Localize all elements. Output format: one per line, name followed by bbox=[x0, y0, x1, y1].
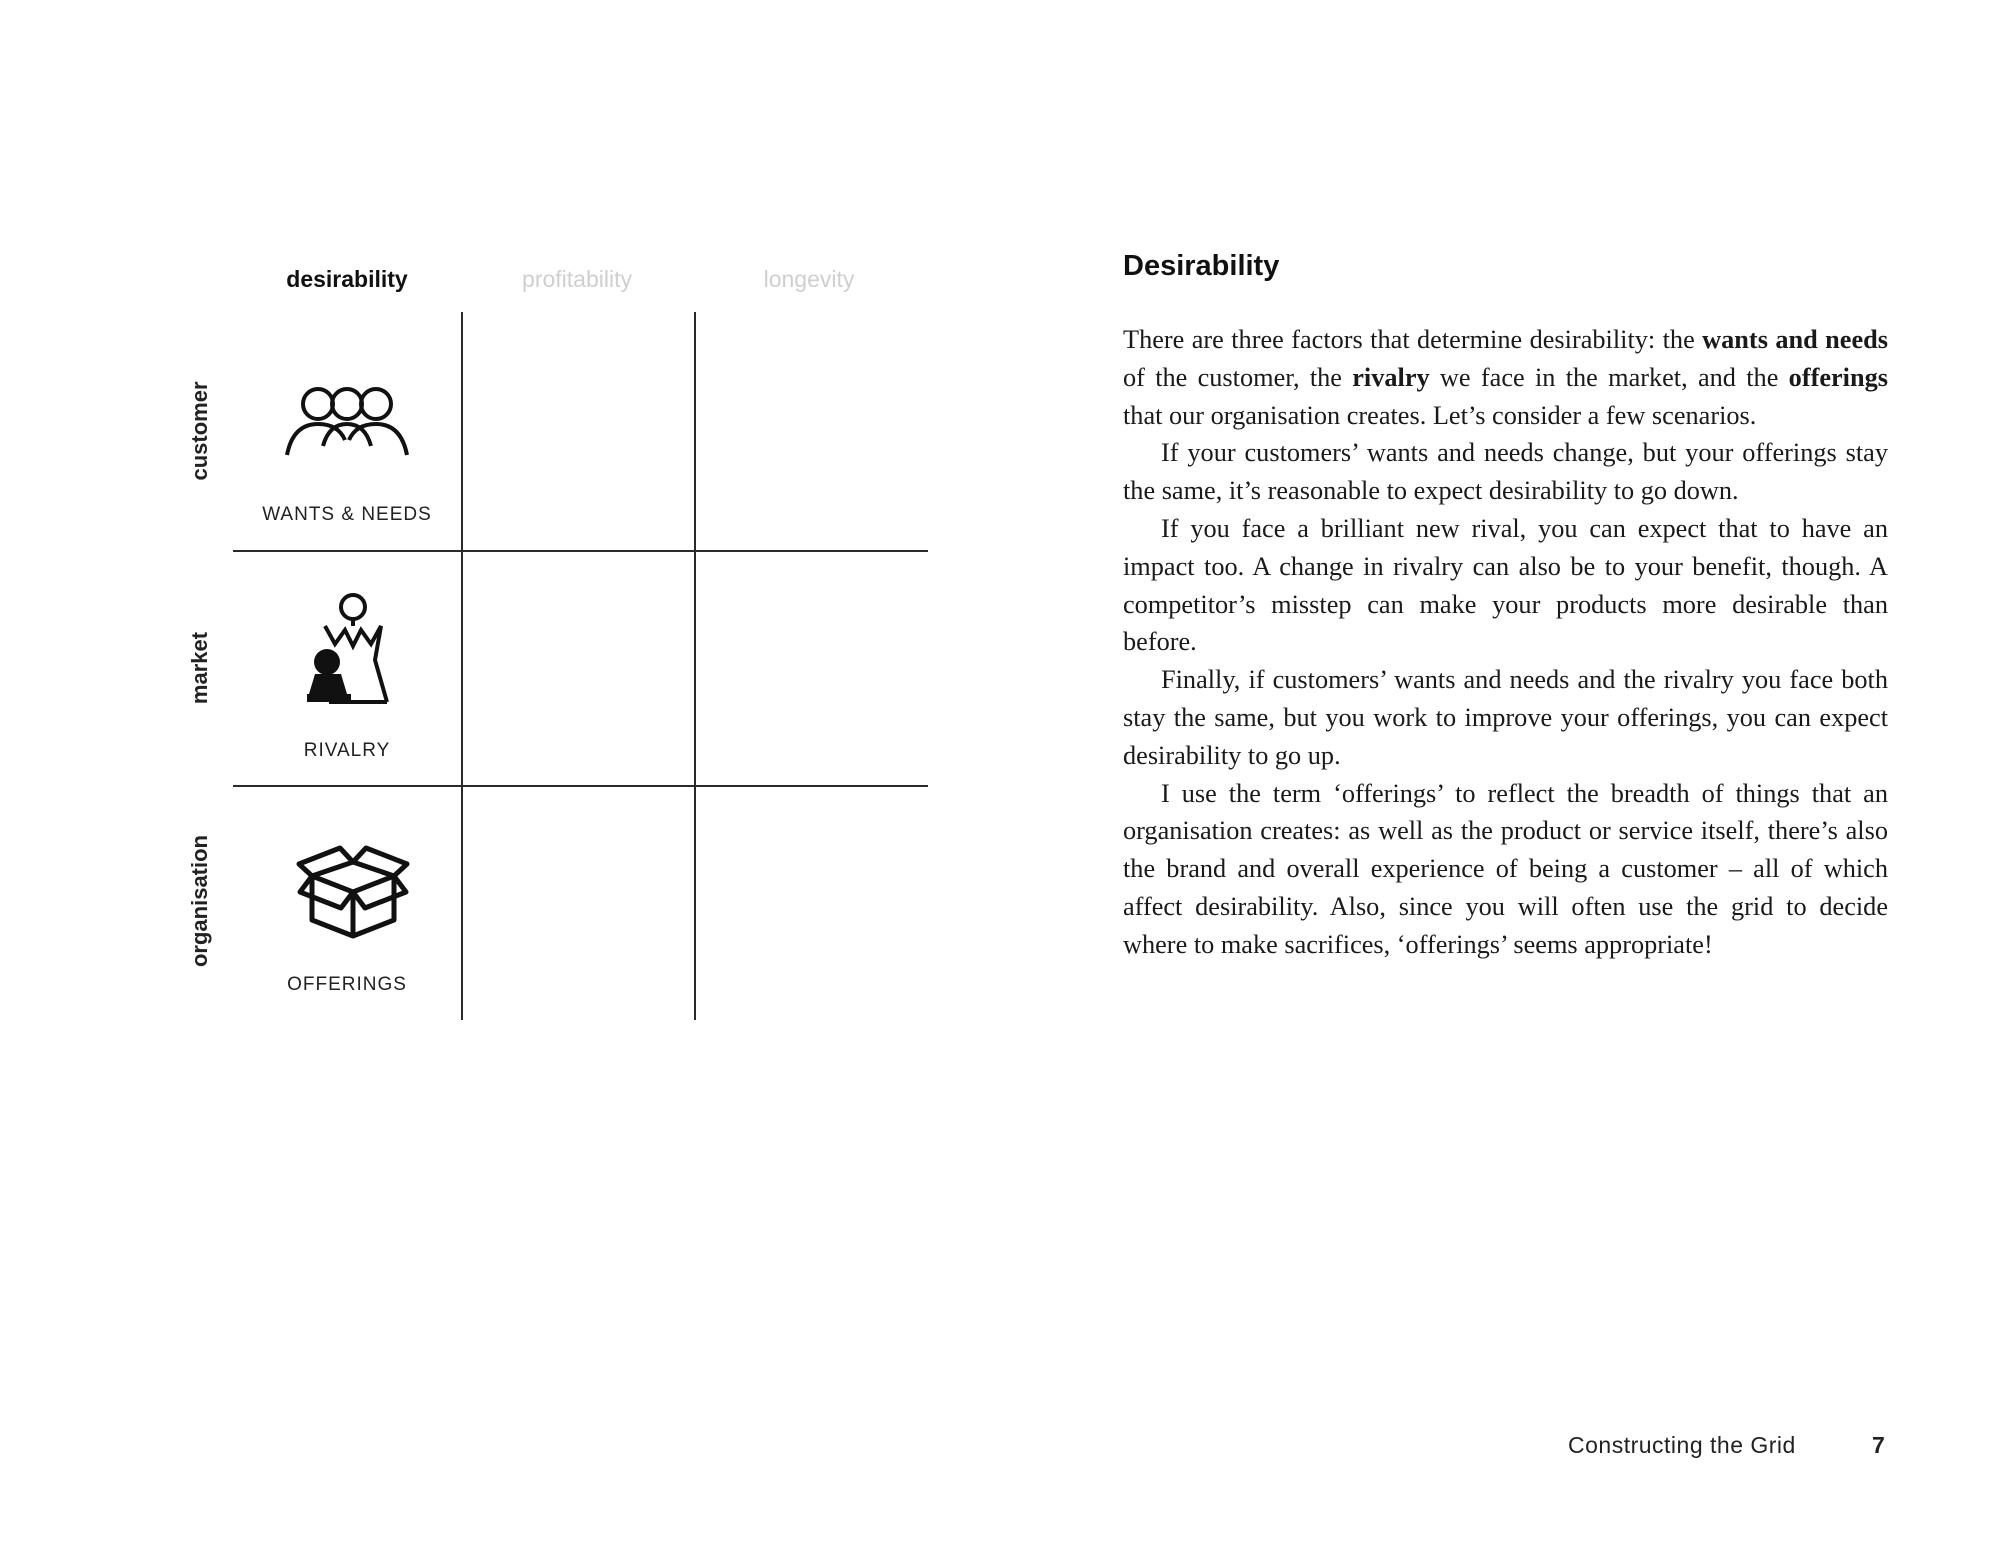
article-body bbox=[1123, 321, 1888, 964]
desirability-grid bbox=[0, 0, 1000, 1100]
cell-caption-offerings: OFFERINGS bbox=[287, 974, 407, 995]
column-header-profitability: profitability bbox=[522, 266, 632, 292]
paragraph-1-text-b: of the customer, the bbox=[1123, 362, 1353, 392]
running-footer-title: Constructing the Grid bbox=[1568, 1432, 1796, 1458]
open-box-icon bbox=[296, 840, 410, 945]
article bbox=[1123, 250, 1888, 964]
paragraph-5: I use the term ‘offerings’ to reflect the breadth of things that an organisation creates: as well as the product or service itself, there’s also the brand and overall experience of being a customer – all of which affect desirability. Also, since you will often use the grid to decide where to make sacrifices, ‘offerings’ seems appropriate! bbox=[1123, 778, 1888, 959]
row-label-organisation: organisation bbox=[187, 835, 212, 968]
paragraph-1-text-d: that our organisation creates. Let’s consider a few scenarios. bbox=[1123, 400, 1757, 430]
article-heading: Desirability bbox=[1123, 250, 1280, 282]
term-rivalry: rivalry bbox=[1352, 362, 1430, 392]
grid-divider-horizontal-1 bbox=[233, 550, 928, 552]
row-label-customer: customer bbox=[187, 381, 212, 481]
column-header-desirability: desirability bbox=[286, 266, 408, 292]
page-number: 7 bbox=[1872, 1432, 1885, 1458]
paragraph-2: If your customers’ wants and needs change, but your offerings stay the same, it’s reasonable to expect desirability to go down. bbox=[1123, 438, 1888, 506]
cell-caption-rivalry: RIVALRY bbox=[303, 740, 391, 761]
paragraph-1-text-c: we face in the market, and the bbox=[1429, 362, 1789, 392]
grid-divider-vertical-1 bbox=[461, 312, 463, 1020]
paragraph-4: Finally, if customers’ wants and needs and the rivalry you face both stay the same, but you work to improve your offerings, you can expect desirability to go up. bbox=[1123, 665, 1888, 770]
term-offerings: offerings bbox=[1788, 362, 1888, 392]
paragraph-1 bbox=[1123, 321, 1888, 434]
cell-caption-wants-needs: WANTS & NEEDS bbox=[262, 504, 432, 525]
paragraph-1-text-a: There are three factors that determine desirability: the bbox=[1123, 325, 1703, 354]
column-header-longevity: longevity bbox=[763, 266, 855, 292]
chess-pieces-icon bbox=[307, 590, 391, 715]
row-label-market: market bbox=[187, 631, 212, 705]
paragraph-3: If you face a brilliant new rival, you can expect that to have an impact too. A change in rivalry can also be to your benefit, though. A competitor’s misstep can make your products more desirable than before. bbox=[1123, 513, 1888, 657]
term-wants-and-needs: wants and needs bbox=[1702, 325, 1888, 354]
grid-divider-vertical-2 bbox=[694, 312, 696, 1020]
grid-divider-horizontal-2 bbox=[233, 785, 928, 787]
people-group-icon bbox=[283, 382, 411, 463]
